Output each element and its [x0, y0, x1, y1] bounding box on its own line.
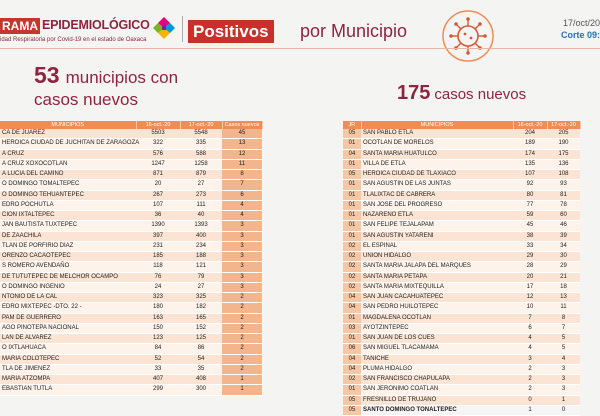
brand-title: EPIDEMIOLÓGICO — [42, 18, 150, 32]
table-row — [0, 303, 262, 313]
table-row — [0, 344, 262, 354]
jurisdiction-code: 02 — [343, 241, 361, 251]
jurisdiction-code: 01 — [343, 200, 361, 210]
municipality-name: TLALIXTAC DE CABRERA — [361, 190, 513, 200]
case-count-cell: 1 — [547, 395, 580, 405]
municipality-name: CA DE JUAREZ — [0, 129, 136, 139]
brand-badge: RAMA — [2, 19, 38, 33]
case-count-cell: 190 — [547, 139, 580, 149]
table-row — [0, 149, 262, 159]
jurisdiction-code: 02 — [343, 375, 361, 385]
new-cases-cell: 2 — [222, 344, 262, 354]
jurisdiction-code: 04 — [343, 149, 361, 159]
header-rule — [0, 48, 600, 49]
table-row — [0, 323, 262, 333]
table-row — [343, 190, 580, 200]
case-count-cell: 175 — [547, 149, 580, 159]
new-cases-cell: 1 — [222, 375, 262, 385]
case-count-cell: 29 — [513, 252, 547, 262]
municipality-name: SAN FELIPE TEJALAPAM — [361, 221, 513, 231]
jurisdiction-code: 01 — [343, 385, 361, 395]
case-count-cell: 4 — [513, 344, 547, 354]
case-count-cell: 182 — [180, 303, 222, 313]
new-cases-cell: 12 — [222, 149, 262, 159]
new-cases-cell: 2 — [222, 293, 262, 303]
table-row — [0, 139, 262, 149]
case-count-cell: 20 — [513, 272, 547, 282]
new-cases-cell: 3 — [222, 252, 262, 262]
jurisdiction-code: 01 — [343, 139, 361, 149]
new-cases-cell: 2 — [222, 323, 262, 333]
municipality-name: FRESNILLO DE TRUJANO — [361, 395, 513, 405]
jurisdiction-code: 01 — [343, 334, 361, 344]
jurisdiction-code: 01 — [343, 231, 361, 241]
case-count-cell: 27 — [180, 180, 222, 190]
case-count-cell: 33 — [513, 241, 547, 251]
case-count-cell: 30 — [547, 252, 580, 262]
new-cases-cell: 2 — [222, 334, 262, 344]
municipality-name: S ROMERO AVENDAÑO — [0, 262, 136, 272]
report-date: 17/oct/20 — [562, 18, 600, 28]
table-row — [343, 129, 580, 139]
column-header: 17-oct.-20 — [180, 121, 222, 129]
case-count-cell: 323 — [136, 293, 180, 303]
municipality-name: MARIA COLOTEPEC — [0, 354, 136, 364]
table-row — [343, 262, 580, 272]
table-row — [343, 303, 580, 313]
municipality-name: CION IXTALTEPEC — [0, 211, 136, 221]
case-count-cell: 92 — [513, 180, 547, 190]
new-cases-label: casos nuevos — [434, 86, 527, 103]
table-row — [0, 272, 262, 282]
column-header: MUNICIPIOS — [361, 121, 513, 129]
case-count-cell: 165 — [180, 313, 222, 323]
new-cases-cell: 2 — [222, 354, 262, 364]
case-count-cell: 588 — [180, 149, 222, 159]
municipality-name: VILLA DE ETLA — [361, 159, 513, 169]
table-row — [343, 272, 580, 282]
municipality-name: SAN JUAN CACAHUATEPEC — [361, 293, 513, 303]
table-row — [343, 375, 580, 385]
municipality-name: O IXTLAHUACA — [0, 344, 136, 354]
case-count-cell: 4 — [513, 334, 547, 344]
case-count-cell: 107 — [136, 200, 180, 210]
table-row — [343, 282, 580, 292]
case-count-cell: 81 — [547, 190, 580, 200]
new-cases-cell: 3 — [222, 262, 262, 272]
municipality-name: AYOTZINTEPEC — [361, 323, 513, 333]
new-cases-cell: 8 — [222, 170, 262, 180]
table-row — [0, 354, 262, 364]
table-row — [0, 211, 262, 221]
case-count-cell: 7 — [547, 323, 580, 333]
table-row — [343, 354, 580, 364]
case-count-cell: 52 — [136, 354, 180, 364]
jurisdiction-code: 01 — [343, 190, 361, 200]
municipality-name: HEROICA CIUDAD DE JUCHITAN DE ZARAGOZA — [0, 139, 136, 149]
table-row — [0, 190, 262, 200]
jurisdiction-code: 05 — [343, 170, 361, 180]
new-cases-cell: 1 — [222, 385, 262, 395]
case-count-cell: 121 — [180, 262, 222, 272]
case-count-cell: 325 — [180, 293, 222, 303]
new-cases-cell: 3 — [222, 221, 262, 231]
jurisdiction-code: 06 — [343, 344, 361, 354]
report-cut-time: Corte 09: — [560, 30, 600, 40]
municipality-name: UNION HIDALGO — [361, 252, 513, 262]
column-header: 17-oct.-20 — [547, 121, 580, 129]
municipality-name: A CRUZ XOXOCOTLAN — [0, 159, 136, 169]
case-count-cell: 204 — [513, 129, 547, 139]
new-cases-cell: 45 — [222, 129, 262, 139]
case-count-cell: 871 — [136, 170, 180, 180]
case-count-cell: 3 — [547, 375, 580, 385]
case-count-cell: 879 — [180, 170, 222, 180]
summary-new-cases — [397, 82, 526, 105]
new-cases-count: 175 — [397, 82, 431, 104]
municipality-name: OCOTLAN DE MORELOS — [361, 139, 513, 149]
jurisdiction-code: 02 — [343, 272, 361, 282]
case-count-cell: 231 — [136, 241, 180, 251]
municipality-name: SAN JUAN DE LOS CUES — [361, 334, 513, 344]
municipality-name: SANTA MARIA HUATULCO — [361, 149, 513, 159]
jurisdiction-code: 05 — [343, 405, 361, 415]
column-header: Casos nuevos — [222, 121, 262, 129]
jurisdiction-code: 05 — [343, 395, 361, 405]
municipality-name: MARIA ATZOMPA — [0, 375, 136, 385]
municipality-name: DE TUTUTEPEC DE MELCHOR OCAMPO — [0, 272, 136, 282]
jurisdiction-code: 04 — [343, 364, 361, 374]
case-count-cell: 5 — [547, 344, 580, 354]
jurisdiction-code: 04 — [343, 354, 361, 364]
case-count-cell: 1393 — [180, 221, 222, 231]
table-row — [0, 313, 262, 323]
table-row — [343, 364, 580, 374]
case-count-cell: 125 — [180, 334, 222, 344]
table-row — [0, 364, 262, 374]
municipality-name: ORENZO CACAOTEPEC — [0, 252, 136, 262]
summary-municipalities — [34, 64, 178, 111]
table-row — [343, 405, 580, 415]
table-row — [343, 344, 580, 354]
municipality-name: EDRO POCHUTLA — [0, 200, 136, 210]
municipality-name: SANTA MARIA MIXTEQUILLA — [361, 282, 513, 292]
jurisdiction-code: 02 — [343, 262, 361, 272]
table-row — [0, 334, 262, 344]
case-count-cell: 12 — [513, 293, 547, 303]
table-row — [0, 221, 262, 231]
oaxaca-logo-icon — [152, 16, 176, 40]
new-cases-cell: 2 — [222, 313, 262, 323]
municipality-name: EBASTIAN TUTLA — [0, 385, 136, 395]
case-count-cell: 299 — [136, 385, 180, 395]
municipality-name: TLAN DE PORFIRIO DIAZ — [0, 241, 136, 251]
case-count-cell: 18 — [547, 282, 580, 292]
new-cases-cell: 2 — [222, 303, 262, 313]
municipality-name: DE ZAACHILA — [0, 231, 136, 241]
case-count-cell: 76 — [136, 272, 180, 282]
table-row — [343, 200, 580, 210]
jurisdiction-code: 03 — [343, 323, 361, 333]
case-count-cell: 234 — [180, 241, 222, 251]
case-count-cell: 39 — [547, 231, 580, 241]
case-count-cell: 36 — [136, 211, 180, 221]
new-cases-cell: 11 — [222, 159, 262, 169]
municipality-name: SAN JOSE DEL PROGRESO — [361, 200, 513, 210]
new-cases-cell: 3 — [222, 272, 262, 282]
municipality-name: SANTO DOMINGO TONALTEPEC — [361, 405, 513, 415]
case-count-cell: 1247 — [136, 159, 180, 169]
jurisdiction-code: 05 — [343, 129, 361, 139]
municipality-name: PLUMA HIDALGO — [361, 364, 513, 374]
new-cases-cell: 6 — [222, 190, 262, 200]
case-count-cell: 267 — [136, 190, 180, 200]
case-count-cell: 150 — [136, 323, 180, 333]
case-count-cell: 78 — [547, 200, 580, 210]
case-count-cell: 0 — [513, 395, 547, 405]
table-row — [343, 313, 580, 323]
case-count-cell: 408 — [180, 375, 222, 385]
jurisdiction-code: 04 — [343, 303, 361, 313]
page-title: por Municipio — [300, 21, 408, 41]
case-count-cell: 54 — [180, 354, 222, 364]
municipality-name: A CRUZ — [0, 149, 136, 159]
case-count-cell: 1 — [513, 405, 547, 415]
jurisdiction-code: 01 — [343, 180, 361, 190]
table-row — [0, 282, 262, 292]
case-count-cell: 33 — [136, 364, 180, 374]
municipality-name: SAN AGUSTIN DE LAS JUNTAS — [361, 180, 513, 190]
municipality-name: SAN FRANCISCO CHAPULAPA — [361, 375, 513, 385]
municipality-name: O DOMINGO TOMALTEPEC — [0, 180, 136, 190]
table-row — [343, 334, 580, 344]
case-count-cell: 135 — [513, 159, 547, 169]
case-count-cell: 111 — [180, 200, 222, 210]
case-count-cell: 27 — [180, 282, 222, 292]
table-row — [0, 200, 262, 210]
table-row — [0, 170, 262, 180]
left-municipality-table — [0, 121, 263, 396]
municipality-name: O DOMINGO TEHUANTEPEC — [0, 190, 136, 200]
table-row — [0, 180, 262, 190]
jurisdiction-code: 04 — [343, 293, 361, 303]
new-cases-cell: 3 — [222, 282, 262, 292]
table-row — [343, 170, 580, 180]
virus-icon — [440, 8, 496, 64]
table-row — [343, 159, 580, 169]
case-count-cell: 118 — [136, 262, 180, 272]
municipality-name: HEROICA CIUDAD DE TLAXIACO — [361, 170, 513, 180]
case-count-cell: 273 — [180, 190, 222, 200]
case-count-cell: 407 — [136, 375, 180, 385]
new-cases-cell: 4 — [222, 200, 262, 210]
case-count-cell: 86 — [180, 344, 222, 354]
jurisdiction-code: 01 — [343, 221, 361, 231]
case-count-cell: 29 — [547, 262, 580, 272]
case-count-cell: 79 — [180, 272, 222, 282]
municipality-name: SAN JERONIMO COATLAN — [361, 385, 513, 395]
case-count-cell: 400 — [180, 231, 222, 241]
table-row — [0, 231, 262, 241]
case-count-cell: 80 — [513, 190, 547, 200]
jurisdiction-code: 01 — [343, 313, 361, 323]
case-count-cell: 3 — [513, 354, 547, 364]
case-count-cell: 5 — [547, 334, 580, 344]
case-count-cell: 185 — [136, 252, 180, 262]
municipality-name: SAN PABLO ETLA — [361, 129, 513, 139]
case-count-cell: 11 — [547, 303, 580, 313]
table-row — [343, 385, 580, 395]
new-cases-cell: 4 — [222, 211, 262, 221]
municipality-name: TANICHE — [361, 354, 513, 364]
case-count-cell: 59 — [513, 211, 547, 221]
case-count-cell: 40 — [180, 211, 222, 221]
table-row — [343, 231, 580, 241]
table-row — [343, 180, 580, 190]
table-row — [343, 252, 580, 262]
case-count-cell: 0 — [547, 405, 580, 415]
case-count-cell: 1258 — [180, 159, 222, 169]
case-count-cell: 8 — [547, 313, 580, 323]
municipality-name: SAN MIGUEL TLACAMAMA — [361, 344, 513, 354]
municipality-name: SANTA MARIA JALAPA DEL MARQUES — [361, 262, 513, 272]
case-count-cell: 34 — [547, 241, 580, 251]
case-count-cell: 5503 — [136, 129, 180, 139]
municipality-name: NAZARENO ETLA — [361, 211, 513, 221]
case-count-cell: 7 — [513, 313, 547, 323]
column-header: 16-oct.-20 — [136, 121, 180, 129]
case-count-cell: 3 — [547, 385, 580, 395]
municipality-name: A LUCIA DEL CAMINO — [0, 170, 136, 180]
case-count-cell: 20 — [136, 180, 180, 190]
table-row — [343, 323, 580, 333]
table-row — [0, 129, 262, 139]
case-count-cell: 24 — [136, 282, 180, 292]
case-count-cell: 10 — [513, 303, 547, 313]
case-count-cell: 38 — [513, 231, 547, 241]
table-row — [343, 149, 580, 159]
case-count-cell: 6 — [513, 323, 547, 333]
case-count-cell: 152 — [180, 323, 222, 333]
table-row — [0, 159, 262, 169]
column-header: MUNICIPIOS — [0, 121, 136, 129]
case-count-cell: 77 — [513, 200, 547, 210]
municipality-name: SANTA MARIA PETAPA — [361, 272, 513, 282]
case-count-cell: 123 — [136, 334, 180, 344]
brand-subtitle: idad Respiratoria por Covid-19 en el estado de Oaxaca — [0, 37, 147, 43]
municipality-name: AGO PINOTEPA NACIONAL — [0, 323, 136, 333]
case-count-cell: 1390 — [136, 221, 180, 231]
municipality-name: PAM DE GUERRERO — [0, 313, 136, 323]
municipality-name: NTONIO DE LA CAL — [0, 293, 136, 303]
municipalities-label-line2: casos nuevos — [34, 90, 138, 109]
municipality-name: JAN BAUTISTA TUXTEPEC — [0, 221, 136, 231]
table-row — [343, 211, 580, 221]
new-cases-cell: 2 — [222, 364, 262, 374]
case-count-cell: 163 — [136, 313, 180, 323]
new-cases-cell: 7 — [222, 180, 262, 190]
case-count-cell: 576 — [136, 149, 180, 159]
case-count-cell: 335 — [180, 139, 222, 149]
column-header: JR — [343, 121, 361, 129]
table-row — [0, 385, 262, 395]
case-count-cell: 3 — [547, 364, 580, 374]
case-count-cell: 46 — [547, 221, 580, 231]
jurisdiction-code: 02 — [343, 252, 361, 262]
table-row — [0, 241, 262, 251]
table-row — [0, 375, 262, 385]
case-count-cell: 35 — [180, 364, 222, 374]
municipality-name: EL ESPINAL — [361, 241, 513, 251]
header-separator — [182, 16, 183, 42]
table-row — [343, 395, 580, 405]
municipality-name: O DOMINGO INGENIO — [0, 282, 136, 292]
case-count-cell: 21 — [547, 272, 580, 282]
municipality-name: EDRO MIXTEPEC -DTO. 22 - — [0, 303, 136, 313]
brand — [0, 18, 150, 46]
municipalities-count: 53 — [34, 62, 60, 88]
case-count-cell: 205 — [547, 129, 580, 139]
case-count-cell: 107 — [513, 170, 547, 180]
case-count-cell: 2 — [513, 375, 547, 385]
jurisdiction-code: 02 — [343, 282, 361, 292]
case-count-cell: 188 — [180, 252, 222, 262]
case-count-cell: 45 — [513, 221, 547, 231]
new-cases-cell: 3 — [222, 231, 262, 241]
case-count-cell: 2 — [513, 364, 547, 374]
case-count-cell: 17 — [513, 282, 547, 292]
case-count-cell: 13 — [547, 293, 580, 303]
case-count-cell: 60 — [547, 211, 580, 221]
municipality-name: LAN DE ALVAREZ — [0, 334, 136, 344]
case-count-cell: 84 — [136, 344, 180, 354]
case-count-cell: 5548 — [180, 129, 222, 139]
title-highlight: Positivos — [188, 20, 274, 43]
case-count-cell: 322 — [136, 139, 180, 149]
jurisdiction-code: 01 — [343, 159, 361, 169]
case-count-cell: 174 — [513, 149, 547, 159]
case-count-cell: 93 — [547, 180, 580, 190]
jurisdiction-code: 01 — [343, 211, 361, 221]
case-count-cell: 397 — [136, 231, 180, 241]
case-count-cell: 136 — [547, 159, 580, 169]
municipality-name: TLA DE JIMENEZ — [0, 364, 136, 374]
new-cases-cell: 13 — [222, 139, 262, 149]
column-header: 16-oct.-20 — [513, 121, 547, 129]
table-row — [343, 221, 580, 231]
table-row — [0, 262, 262, 272]
case-count-cell: 108 — [547, 170, 580, 180]
case-count-cell: 2 — [513, 385, 547, 395]
case-count-cell: 28 — [513, 262, 547, 272]
municipalities-label-line1: municipios con — [65, 68, 179, 87]
case-count-cell: 300 — [180, 385, 222, 395]
right-municipality-table — [343, 121, 581, 416]
municipality-name: SAN PEDRO HUILOTEPEC — [361, 303, 513, 313]
case-count-cell: 180 — [136, 303, 180, 313]
table-row — [343, 293, 580, 303]
table-row — [343, 241, 580, 251]
new-cases-cell: 3 — [222, 241, 262, 251]
case-count-cell: 4 — [547, 354, 580, 364]
case-count-cell: 189 — [513, 139, 547, 149]
municipality-name: MAGDALENA OCOTLAN — [361, 313, 513, 323]
table-row — [0, 252, 262, 262]
table-row — [0, 293, 262, 303]
table-row — [343, 139, 580, 149]
municipality-name: SAN AGUSTIN YATARENI — [361, 231, 513, 241]
